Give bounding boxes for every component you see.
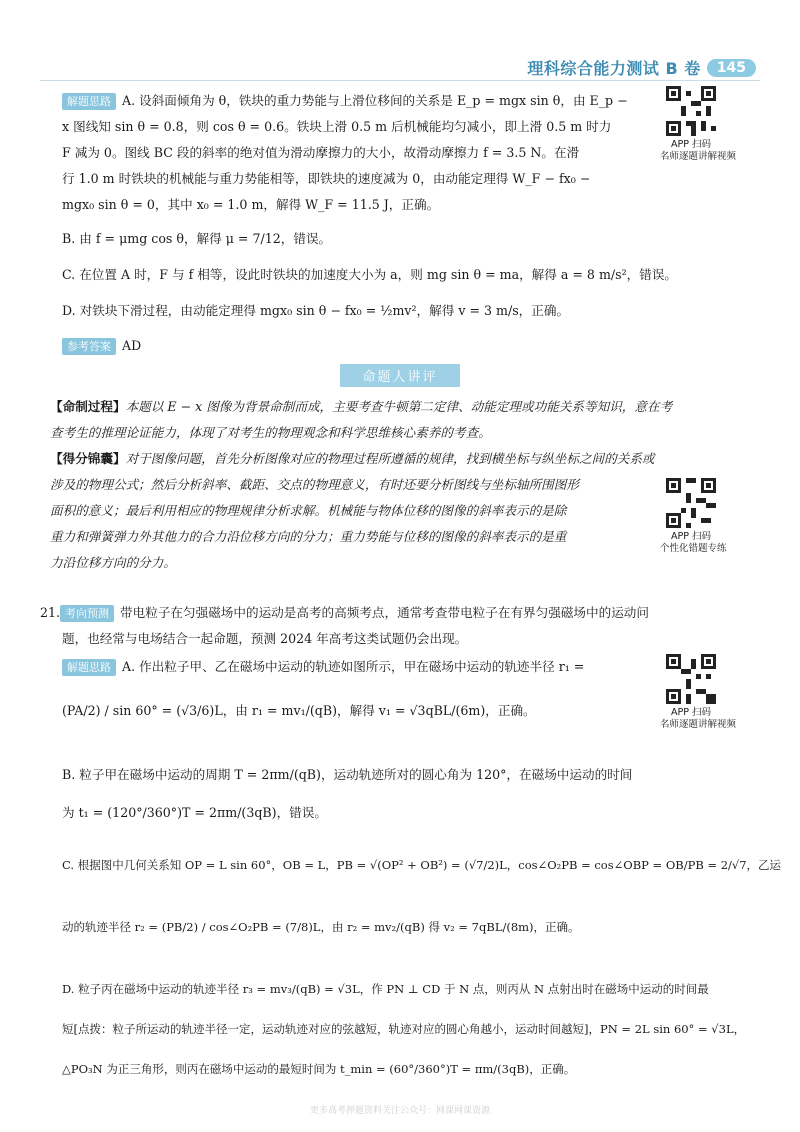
q21-d-line-2: 短[点拨：粒子所运动的轨迹半径一定，运动轨迹对应的弦越短，轨迹对应的圆心角越小，运动时间越短]，PN = 2L sin 60° = √3L， xyxy=(62,1022,746,1036)
q20-a-line-4: 行 1.0 m 时铁块的机械能与重力势能相等，即铁块的速度减为 0，由动能定理得 W_F − fx₀ − xyxy=(62,171,591,186)
q21-forecast-line-2: 题，也经常与电场结合一起命题，预测 2024 年高考这类试题仍会出现。 xyxy=(62,631,468,646)
q20-option-c xyxy=(62,262,730,288)
qr-code-3[interactable] xyxy=(660,654,737,731)
q20-answer xyxy=(62,333,622,359)
process-line-2: 查考生的推理论证能力，体现了对考生的物理观念和科学思维核心素养的考查。 xyxy=(50,425,491,440)
forecast-tag: 考向预测 xyxy=(60,605,114,622)
qr-1-label-1: APP 扫码 xyxy=(671,139,711,150)
q21-forecast xyxy=(40,600,708,652)
solution-tag: 解题思路 xyxy=(62,93,116,110)
q20-d-line: D. 对铁块下滑过程，由动能定理得 mgx₀ sin θ − fx₀ = ½mv²，解得 v = 3 m/s，正确。 xyxy=(62,303,570,318)
qr-3-label-2: 名师逐题讲解视频 xyxy=(660,719,737,730)
tips-line-5: 力沿位移方向的分力。 xyxy=(50,555,176,570)
page-watermark: 更多高考押题资料关注公众号：网课网课资源 xyxy=(309,1106,490,1116)
tips-line-2: 涉及的物理公式；然后分析斜率、截距、交点的物理意义，有时还要分析图线与坐标轴所围图形 xyxy=(50,477,579,492)
q21-option-c xyxy=(62,852,782,940)
q21-forecast-line-1: 带电粒子在匀强磁场中的运动是高考的高频考点，通常考查带电粒子在有界匀强磁场中的运动问 xyxy=(120,605,649,620)
q21-b-line-1: B. 粒子甲在磁场中运动的周期 T = 2πm/(qB)，运动轨迹所对的圆心角为 120°，在磁场中运动的时间 xyxy=(62,767,633,782)
review-banner xyxy=(0,364,800,387)
q21-d-line-3: △PO₃N 为正三角形，则丙在磁场中运动的最短时间为 t_min = (60°/360°)T = πm/(3qB)，正确。 xyxy=(62,1062,576,1076)
q21-a-line-1: A. 作出粒子甲、乙在磁场中运动的轨迹如图所示，甲在磁场中运动的轨迹半径 r₁ = xyxy=(122,659,585,674)
q21-option-b xyxy=(62,762,730,826)
qr-2-label-1: APP 扫码 xyxy=(671,531,711,542)
q20-a-line-3: F 减为 0。图线 BC 段的斜率的绝对值为滑动摩擦力的大小，故滑动摩擦力 f = 3.5 N。在滑 xyxy=(62,145,580,160)
q21-d-line-1: D. 粒子丙在磁场中运动的轨迹半径 r₃ = mv₃/(qB) = √3L，作 PN ⊥ CD 于 N 点，则丙从 N 点射出时在磁场中运动的时间最 xyxy=(62,982,709,996)
q21-c-line-2: 动的轨迹半径 r₂ = (PB/2) / cos∠O₂PB = (7/8)L，由 r₂ = mv₂/(qB) 得 v₂ = 7qBL/(8m)，正确。 xyxy=(62,920,580,934)
q21-solution-a xyxy=(62,654,622,724)
qr-2-label-2: 个性化错题专练 xyxy=(660,543,727,554)
q20-option-b xyxy=(62,226,622,252)
review-process xyxy=(50,394,718,446)
header-title: 理科综合能力测试 B 卷 xyxy=(527,59,701,78)
q21-a-line-2: (PA/2) / sin 60° = (√3/6)L，由 r₁ = mv₁/(qB)，解得 v₁ = √3qBL/(6m)，正确。 xyxy=(62,703,536,718)
page-header xyxy=(527,56,756,79)
header-divider xyxy=(40,80,760,81)
q20-a-line-5: mgx₀ sin θ = 0，其中 x₀ = 1.0 m，解得 W_F = 11.5 J，正确。 xyxy=(62,197,440,212)
q21-b-line-2: 为 t₁ = (120°/360°)T = 2πm/(3qB)，错误。 xyxy=(62,805,327,820)
tips-line-1: 对于图像问题，首先分析图像对应的物理过程所遵循的规律，找到横坐标与纵坐标之间的关系或 xyxy=(125,451,655,466)
review-tips xyxy=(50,446,655,576)
qr-3-label-1: APP 扫码 xyxy=(671,707,711,718)
process-line-1: 本题以 E − x 图像为背景命制而成，主要考查牛顿第二定律、动能定理或功能关系等知识，意在考 xyxy=(125,399,673,414)
qr-code-1[interactable] xyxy=(660,86,737,163)
q21-number: 21. xyxy=(40,605,61,620)
qr-icon xyxy=(666,478,716,528)
solution-tag-2: 解题思路 xyxy=(62,659,116,676)
q20-answer-value: AD xyxy=(122,338,142,353)
q20-c-line: C. 在位置 A 时，F 与 f 相等，设此时铁块的加速度大小为 a，则 mg sin θ = ma，解得 a = 8 m/s²，错误。 xyxy=(62,267,678,282)
qr-1-label-2: 名师逐题讲解视频 xyxy=(660,151,737,162)
page-number: 145 xyxy=(707,59,756,77)
q21-option-d xyxy=(62,976,746,1082)
q20-a-line-1: A. 设斜面倾角为 θ，铁块的重力势能与上滑位移间的关系是 E_p = mgx sin θ，由 E_p − xyxy=(122,93,628,108)
q20-b-line: B. 由 f = μmg cos θ，解得 μ = 7/12，错误。 xyxy=(62,231,332,246)
tips-label: 【得分锦囊】 xyxy=(50,451,126,466)
tips-line-3: 面积的意义；最后利用相应的物理规律分析求解。机械能与物体位移的图像的斜率表示的是除 xyxy=(50,503,567,518)
q20-solution-a xyxy=(62,88,628,218)
qr-icon xyxy=(666,86,716,136)
answer-tag: 参考答案 xyxy=(62,338,116,355)
q20-option-d xyxy=(62,298,730,324)
q20-a-line-2: x 图线知 sin θ = 0.8，则 cos θ = 0.6。铁块上滑 0.5 m 后机械能均匀减小，即上滑 0.5 m 时力 xyxy=(62,119,612,134)
process-label: 【命制过程】 xyxy=(50,399,126,414)
tips-line-4: 重力和弹簧弹力外其他力的合力沿位移方向的分力；重力势能与位移的图像的斜率表示的是重 xyxy=(50,529,567,544)
review-banner-text: 命题人讲评 xyxy=(340,364,459,387)
qr-code-2[interactable] xyxy=(660,478,727,555)
qr-icon xyxy=(666,654,716,704)
q21-c-line-1: C. 根据图中几何关系知 OP = L sin 60°，OB = L，PB = √(OP² + OB²) = (√7/2)L，cos∠O₂PB = cos∠OBP = OB/PB = 2/√7，乙运 xyxy=(62,858,782,872)
